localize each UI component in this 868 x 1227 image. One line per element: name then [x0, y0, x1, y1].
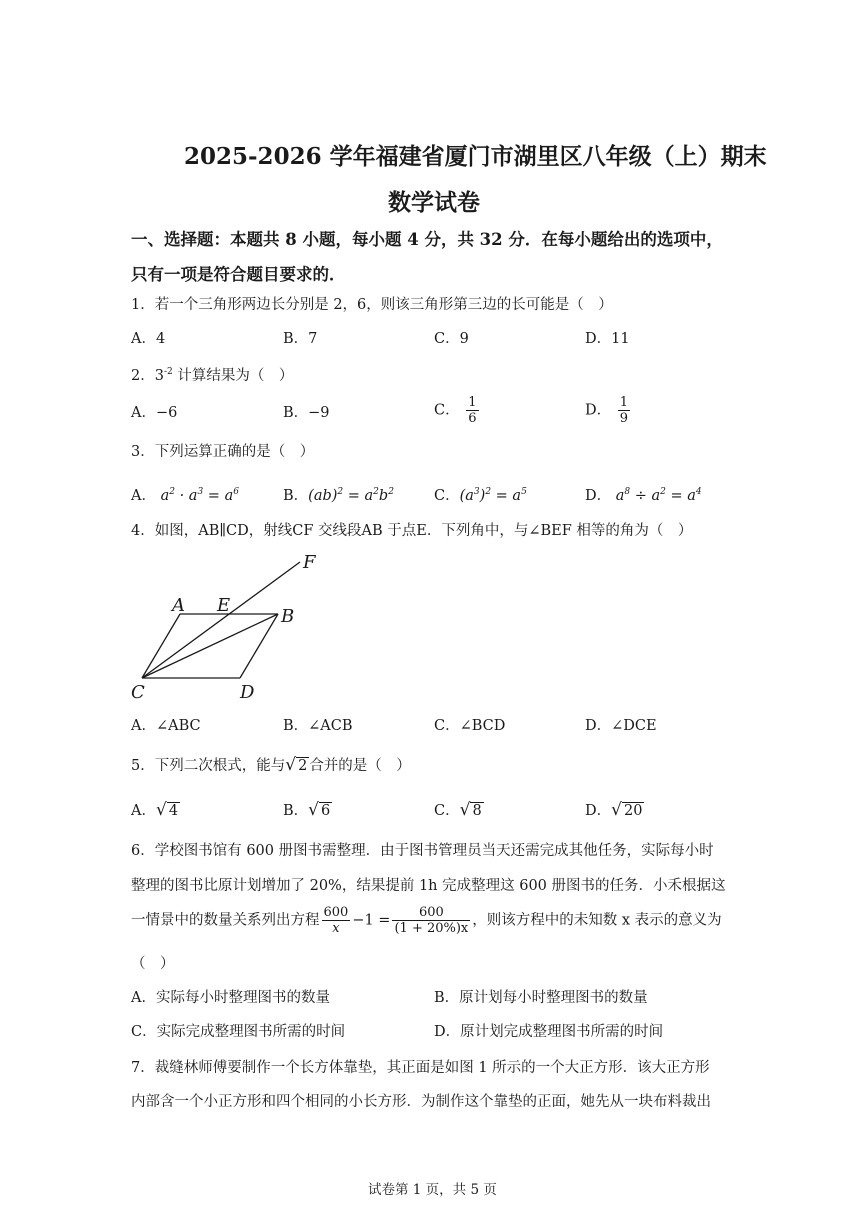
question-5-option-d	[585, 800, 644, 821]
equation-middle: −1 =	[352, 912, 391, 929]
option-label: A．	[131, 803, 156, 819]
question-1-option-a: A．4	[131, 331, 166, 347]
question-5-option-a	[131, 800, 180, 821]
question-2-stem	[131, 362, 293, 386]
math-expression: $a^2 \cdot a^3 = a^6$	[155, 487, 239, 504]
geometry-figure	[125, 550, 335, 705]
stem-text: ，则该方程中的未知数 x 表示的意义为	[472, 912, 722, 929]
question-2-option-b: B．−9	[283, 405, 330, 421]
numerator: 1	[619, 395, 629, 410]
question-6-line2: 整理的图书比原计划增加了 20%，结果提前 1h 完成整理这 600 册图书的任务．小禾根据这	[131, 878, 726, 894]
radicand: 4	[168, 803, 179, 819]
fraction	[392, 905, 470, 936]
question-4-stem: 4．如图，AB∥CD，射线CF 交线段AB 于点E．下列角中，与∠BEF 相等的角为（ ）	[131, 523, 693, 539]
stem-text: 5．下列二次根式，能与	[131, 758, 286, 774]
sqrt-expression: √ 6	[308, 800, 331, 820]
question-2-option-d	[585, 395, 632, 426]
option-label: D．	[585, 488, 612, 504]
numerator: 1	[468, 395, 477, 410]
question-2-exponent: -2	[163, 367, 173, 377]
question-3-stem: 3．下列运算正确的是（ ）	[131, 444, 315, 460]
page-title-line2: 数学试卷	[388, 189, 480, 216]
radicand: 8	[472, 803, 482, 819]
question-3-option-b	[283, 482, 394, 506]
option-label: B．	[283, 803, 309, 819]
question-1-stem: 1．若一个三角形两边长分别是 2，6，则该三角形第三边的长可能是（ ）	[131, 297, 613, 313]
question-7-line1: 7．裁缝林师傅要制作一个长方体靠垫，其正面是如图 1 所示的一个大正方形．该大正方形	[131, 1060, 710, 1076]
label-a: A	[172, 595, 185, 616]
question-6-option-b: B．原计划每小时整理图书的数量	[434, 990, 648, 1006]
fraction	[322, 905, 351, 936]
section-heading-line2: 只有一项是符合题目要求的．	[131, 265, 346, 284]
sqrt-expression: √ 2	[285, 755, 308, 775]
denominator: x	[332, 921, 340, 936]
denominator: 9	[619, 411, 629, 426]
label-e: E	[217, 595, 231, 616]
question-2-rest: 计算结果为（ ）	[172, 368, 294, 384]
sqrt-expression: √ 4	[155, 800, 179, 820]
question-4-option-d: D．∠DCE	[585, 718, 657, 734]
question-5-option-c	[434, 800, 484, 821]
question-5-option-b	[283, 800, 332, 821]
numerator: 600	[323, 905, 349, 920]
segment-cb	[142, 614, 278, 678]
question-6-option-d: D．原计划完成整理图书所需的时间	[434, 1024, 664, 1040]
option-label: C．	[434, 488, 460, 504]
numerator: 600	[392, 905, 470, 921]
fraction	[618, 395, 630, 426]
stem-text: 一情景中的数量关系列出方程	[131, 912, 320, 929]
question-1-option-b: B．7	[283, 331, 318, 347]
math-expression: $(ab)^2 = a^2b^2$	[308, 487, 394, 504]
question-6-option-a: A．实际每小时整理图书的数量	[131, 990, 330, 1006]
denominator: 6	[468, 411, 477, 426]
question-4-option-c: C．∠BCD	[434, 718, 506, 734]
denominator: (1 + 20%)x	[394, 921, 469, 936]
label-d: D	[240, 682, 255, 703]
radicand: 2	[298, 758, 308, 774]
page-title-line1: 2025-2026 学年福建省厦门市湖里区八年级（上）期末	[184, 143, 767, 170]
question-6-line3	[131, 905, 722, 936]
option-label: C．	[434, 803, 460, 819]
label-c: C	[131, 682, 145, 703]
fraction	[466, 395, 478, 426]
question-7-line2: 内部含一个小正方形和四个相同的小长方形．为制作这个靠垫的正面，她先从一块布料裁出	[131, 1094, 711, 1110]
radicand: 6	[321, 803, 331, 819]
question-5-stem	[131, 755, 411, 776]
stem-text: 合并的是（ ）	[309, 758, 411, 774]
question-1-option-d: D．11	[585, 331, 630, 347]
label-b: B	[281, 606, 295, 627]
question-4-option-b: B．∠ACB	[283, 718, 353, 734]
sqrt-expression: √ 8	[459, 800, 482, 820]
question-2-base: 3	[154, 368, 164, 384]
page-footer: 试卷第 1 页，共 5 页	[368, 1182, 497, 1198]
math-expression: $(a^3)^2 = a^5$	[459, 487, 527, 504]
option-label: D．	[585, 803, 612, 819]
section-heading-line1: 一、选择题：本题共 8 小题，每小题 4 分，共 32 分．在每小题给出的选项中，	[131, 230, 723, 249]
question-6-line4: （ ）	[131, 956, 175, 972]
radicand: 20	[623, 803, 643, 819]
figure-lines	[142, 562, 300, 678]
question-3-option-c	[434, 482, 527, 506]
option-label: D．	[585, 402, 612, 419]
option-label: A．	[131, 488, 156, 504]
question-2-number: 2．	[131, 368, 155, 384]
label-f: F	[303, 552, 316, 573]
question-6-line1: 6．学校图书馆有 600 册图书需整理．由于图书管理员当天还需完成其他任务，实际每小时	[131, 843, 714, 859]
question-3-option-a	[131, 482, 239, 506]
ray-cf	[142, 562, 300, 678]
question-2-option-c	[434, 395, 481, 426]
math-expression: $a^8 \div a^2 = a^4$	[611, 487, 702, 504]
question-1-option-c: C．9	[434, 331, 469, 347]
question-3-option-d	[585, 482, 702, 506]
question-2-option-a: A．−6	[131, 405, 178, 421]
option-label: B．	[283, 488, 309, 504]
option-label: C．	[434, 402, 460, 419]
question-4-option-a: A．∠ABC	[131, 718, 201, 734]
question-6-option-c: C．实际完成整理图书所需的时间	[131, 1024, 346, 1040]
sqrt-expression: √ 20	[611, 800, 643, 820]
